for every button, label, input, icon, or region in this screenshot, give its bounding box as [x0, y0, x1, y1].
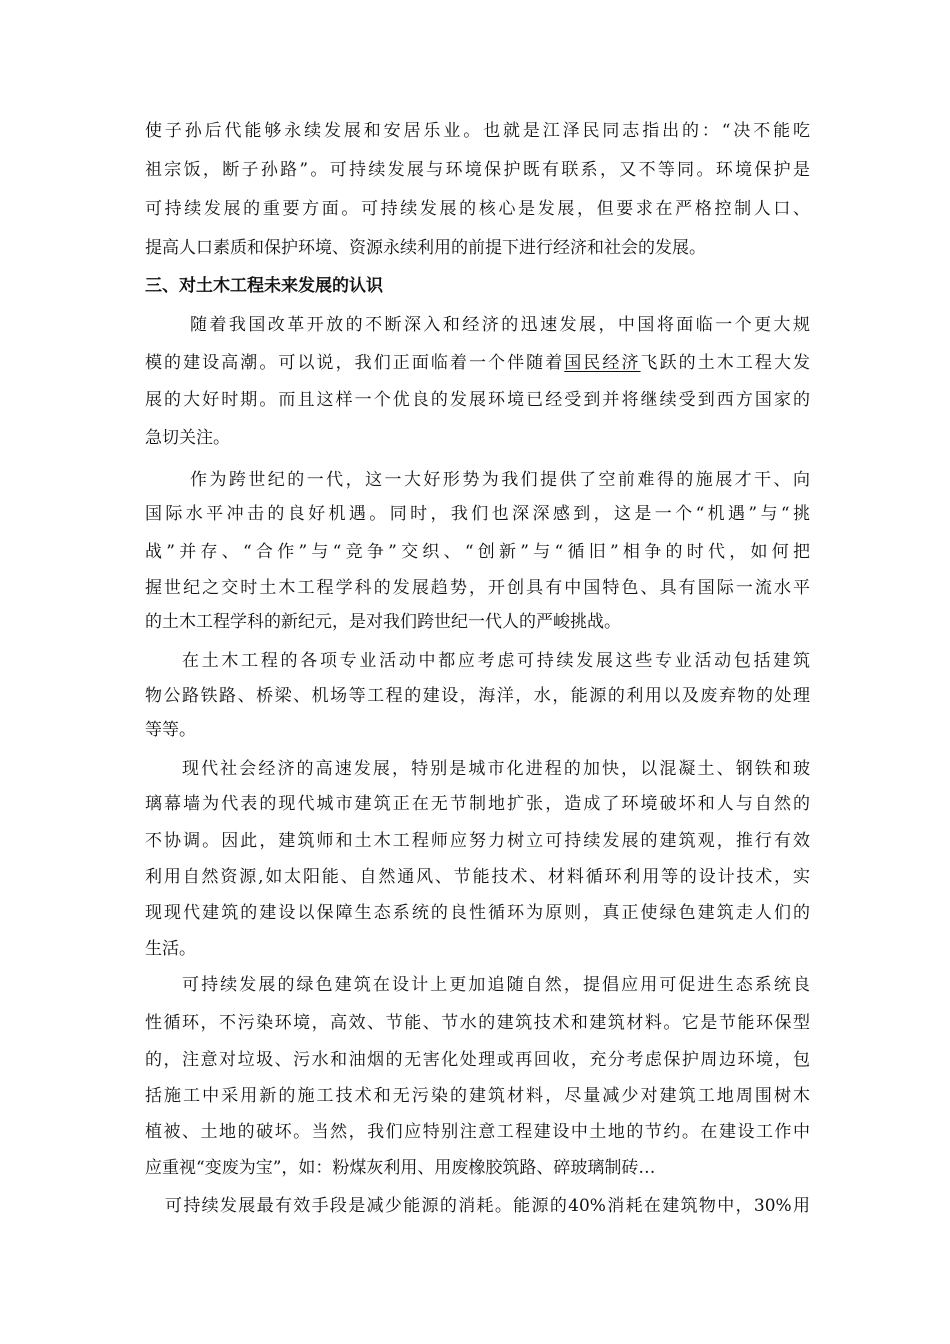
paragraph-2-line-2-text-b: 飞跃的土木工程大发 [640, 353, 810, 373]
section-3-heading: 三、对土木工程未来发展的认识 [145, 276, 383, 296]
paragraph-6-line-6: 应重视“变废为宝”，如：粉煤灰利用、用废橡胶筑路、碎玻璃制砖… [145, 1158, 656, 1178]
paragraph-6-line-2: 性循环，不污染环境，高效、节能、节水的建筑技术和建筑材料。它是节能环保型 [145, 1013, 810, 1033]
guomin-jingji-link[interactable]: 国民经济 [564, 353, 641, 373]
paragraph-6-line-3: 的，注意对垃圾、污水和油烟的无害化处理或再回收，充分考虑保护周边环境，包 [145, 1050, 810, 1070]
paragraph-3-line-2: 国际水平冲击的良好机遇。同时，我们也深深感到，这是一个“机遇”与“挑 [145, 504, 810, 524]
paragraph-5-line-3: 不协调。因此，建筑师和土木工程师应努力树立可持续发展的建筑观，推行有效 [145, 831, 810, 851]
paragraph-5-line-6: 生活。 [145, 939, 196, 959]
paragraph-7-line-1: 可持续发展最有效手段是减少能源的消耗。能源的40%消耗在建筑物中，30%用 [165, 1196, 810, 1216]
paragraph-2-line-4: 急切关注。 [145, 428, 230, 448]
paragraph-3-line-5: 的土木工程学科的新纪元，是对我们跨世纪一代人的严峻挑战。 [145, 612, 621, 632]
paragraph-5-line-4: 利用自然资源,如太阳能、自然通风、节能技术、材料循环利用等的设计技术，实 [145, 867, 810, 887]
paragraph-4-line-2: 物公路铁路、桥梁、机场等工程的建设，海洋，水，能源的利用以及废弃物的处理 [145, 686, 810, 706]
paragraph-6-line-4: 括施工中采用新的施工技术和无污染的建筑材料，尽量减少对建筑工地周围树木 [145, 1086, 810, 1106]
paragraph-4-line-1: 在土木工程的各项专业活动中都应考虑可持续发展这些专业活动包括建筑 [182, 651, 810, 671]
paragraph-2-line-2-text-a: 模的建设高潮。可以说，我们正面临着一个伴随着 [145, 353, 565, 373]
paragraph-3-line-3: 战”并存、“合作”与“竞争”交织、“创新”与“循旧”相争的时代，如何把 [145, 542, 810, 562]
paragraph-6-line-5: 植被、土地的破坏。当然，我们应特别注意工程建设中土地的节约。在建设工作中 [145, 1122, 810, 1142]
paragraph-1-line-1: 使子孙后代能够永续发展和安居乐业。也就是江泽民同志指出的：“决不能吃 [145, 121, 810, 141]
paragraph-4-line-3: 等等。 [145, 720, 196, 740]
paragraph-5-line-1: 现代社会经济的高速发展，特别是城市化进程的加快，以混凝土、钢铁和玻 [182, 759, 810, 779]
paragraph-5-line-2: 璃幕墙为代表的现代城市建筑正在无节制地扩张，造成了环境破坏和人与自然的 [145, 794, 810, 814]
paragraph-3-line-4: 握世纪之交时土木工程学科的发展趋势，开创具有中国特色、具有国际一流水平 [145, 578, 810, 598]
paragraph-1-line-4: 提高人口素质和保护环境、资源永续利用的前提下进行经济和社会的发展。 [145, 238, 706, 258]
paragraph-2-line-3: 展的大好时期。而且这样一个优良的发展环境已经受到并将继续受到西方国家的 [145, 390, 810, 410]
paragraph-1-line-2: 祖宗饭，断子孙路”。可持续发展与环境保护既有联系，又不等同。环境保护是 [145, 160, 810, 180]
paragraph-5-line-5: 现现代建筑的建设以保障生态系统的良性循环为原则，真正使绿色建筑走人们的 [145, 903, 810, 923]
paragraph-2-line-1: 随着我国改革开放的不断深入和经济的迅速发展，中国将面临一个更大规 [190, 315, 810, 335]
paragraph-3-line-1: 作为跨世纪的一代，这一大好形势为我们提供了空前难得的施展才干、向 [190, 470, 810, 490]
paragraph-6-line-1: 可持续发展的绿色建筑在设计上更加追随自然，提倡应用可促进生态系统良 [182, 975, 810, 995]
paragraph-1-line-3: 可持续发展的重要方面。可持续发展的核心是发展，但要求在严格控制人口、 [145, 199, 810, 219]
paragraph-2-line-2 [145, 351, 810, 375]
